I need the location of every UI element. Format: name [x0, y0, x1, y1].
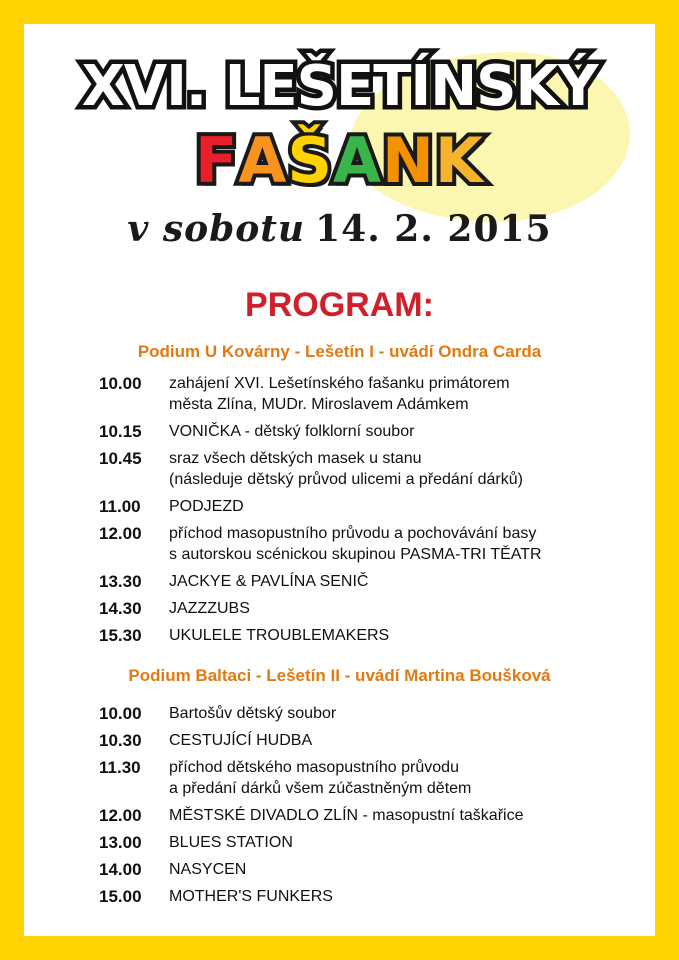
schedule-time: 14.30	[99, 599, 142, 618]
schedule-time: 13.30	[99, 572, 142, 591]
stage-2-heading: Podium Baltaci - Lešetín II - uvádí Martina Boušková	[128, 666, 551, 685]
schedule-time: 10.00	[99, 704, 142, 723]
event-date	[24, 208, 655, 250]
schedule-time: 14.00	[99, 860, 142, 879]
schedule-description: JACKYE & PAVLÍNA SENIČ	[169, 573, 369, 590]
schedule-row	[99, 886, 639, 907]
schedule-row	[99, 448, 639, 490]
schedule-description: VONIČKA - dětský folklorní soubor	[169, 423, 415, 440]
title-letter: A	[333, 124, 383, 197]
schedule-description: NASYCEN	[169, 861, 247, 878]
schedule-row	[99, 757, 639, 799]
schedule-row	[99, 805, 639, 826]
title-letter: Š	[287, 124, 334, 197]
schedule-time: 12.00	[99, 524, 142, 543]
schedule-time: 12.00	[99, 806, 142, 825]
schedule-row	[99, 832, 639, 853]
schedule-description: sraz všech dětských masek u stanu (následuje dětský průvod ulicemi a předání dárků)	[169, 450, 523, 488]
schedule-time: 10.45	[99, 449, 142, 468]
date-prefix: v sobotu	[127, 208, 306, 250]
schedule-description: CESTUJÍCÍ HUDBA	[169, 732, 313, 749]
schedule-time: 11.00	[99, 497, 141, 516]
title-letter: K	[434, 124, 484, 197]
stage-2-schedule	[99, 703, 639, 913]
schedule-time: 11.30	[99, 758, 141, 777]
schedule-row	[99, 373, 639, 415]
stage-1-heading: Podium U Kovárny - Lešetín I - uvádí Ondra Carda	[137, 342, 542, 361]
schedule-description: BLUES STATION	[169, 834, 293, 851]
schedule-description: příchod dětského masopustního průvodu a předání dárků všem zúčastněným dětem	[169, 759, 472, 797]
schedule-time: 10.15	[99, 422, 142, 441]
schedule-description: UKULELE TROUBLEMAKERS	[169, 627, 390, 644]
program-heading: PROGRAM:	[245, 286, 434, 324]
schedule-time: 15.00	[99, 887, 142, 906]
schedule-row	[99, 625, 639, 646]
schedule-row	[99, 421, 639, 442]
poster-title-fasank	[24, 124, 655, 197]
schedule-description: JAZZZUBS	[169, 600, 250, 617]
schedule-time: 15.30	[99, 626, 142, 645]
schedule-row	[99, 496, 639, 517]
poster	[24, 24, 655, 936]
schedule-description: zahájení XVI. Lešetínského fašanku primátorem města Zlína, MUDr. Miroslavem Adámkem	[169, 375, 510, 413]
schedule-row	[99, 598, 639, 619]
schedule-time: 10.30	[99, 731, 142, 750]
schedule-time: 13.00	[99, 833, 142, 852]
schedule-description: Bartošův dětský soubor	[169, 705, 337, 722]
schedule-row	[99, 571, 639, 592]
schedule-description: MĚSTSKÉ DIVADLO ZLÍN - masopustní taškařice	[169, 807, 524, 824]
title-letter: F	[195, 124, 239, 197]
date-value: 14. 2. 2015	[315, 208, 552, 250]
schedule-description: příchod masopustního průvodu a pochovávání basy s autorskou scénickou skupinou PASMA-TRI TĚATR	[169, 525, 542, 563]
schedule-description: MOTHER'S FUNKERS	[169, 888, 333, 905]
schedule-row	[99, 523, 639, 565]
title-letter: N	[382, 124, 435, 197]
schedule-row	[99, 859, 639, 880]
title-letter: A	[238, 124, 288, 197]
schedule-row	[99, 730, 639, 751]
schedule-row	[99, 703, 639, 724]
stage-1-schedule	[99, 373, 639, 652]
schedule-time: 10.00	[99, 374, 142, 393]
poster-title: XVI. LEŠETÍNSKÝ	[81, 54, 598, 119]
schedule-description: PODJEZD	[169, 498, 244, 515]
